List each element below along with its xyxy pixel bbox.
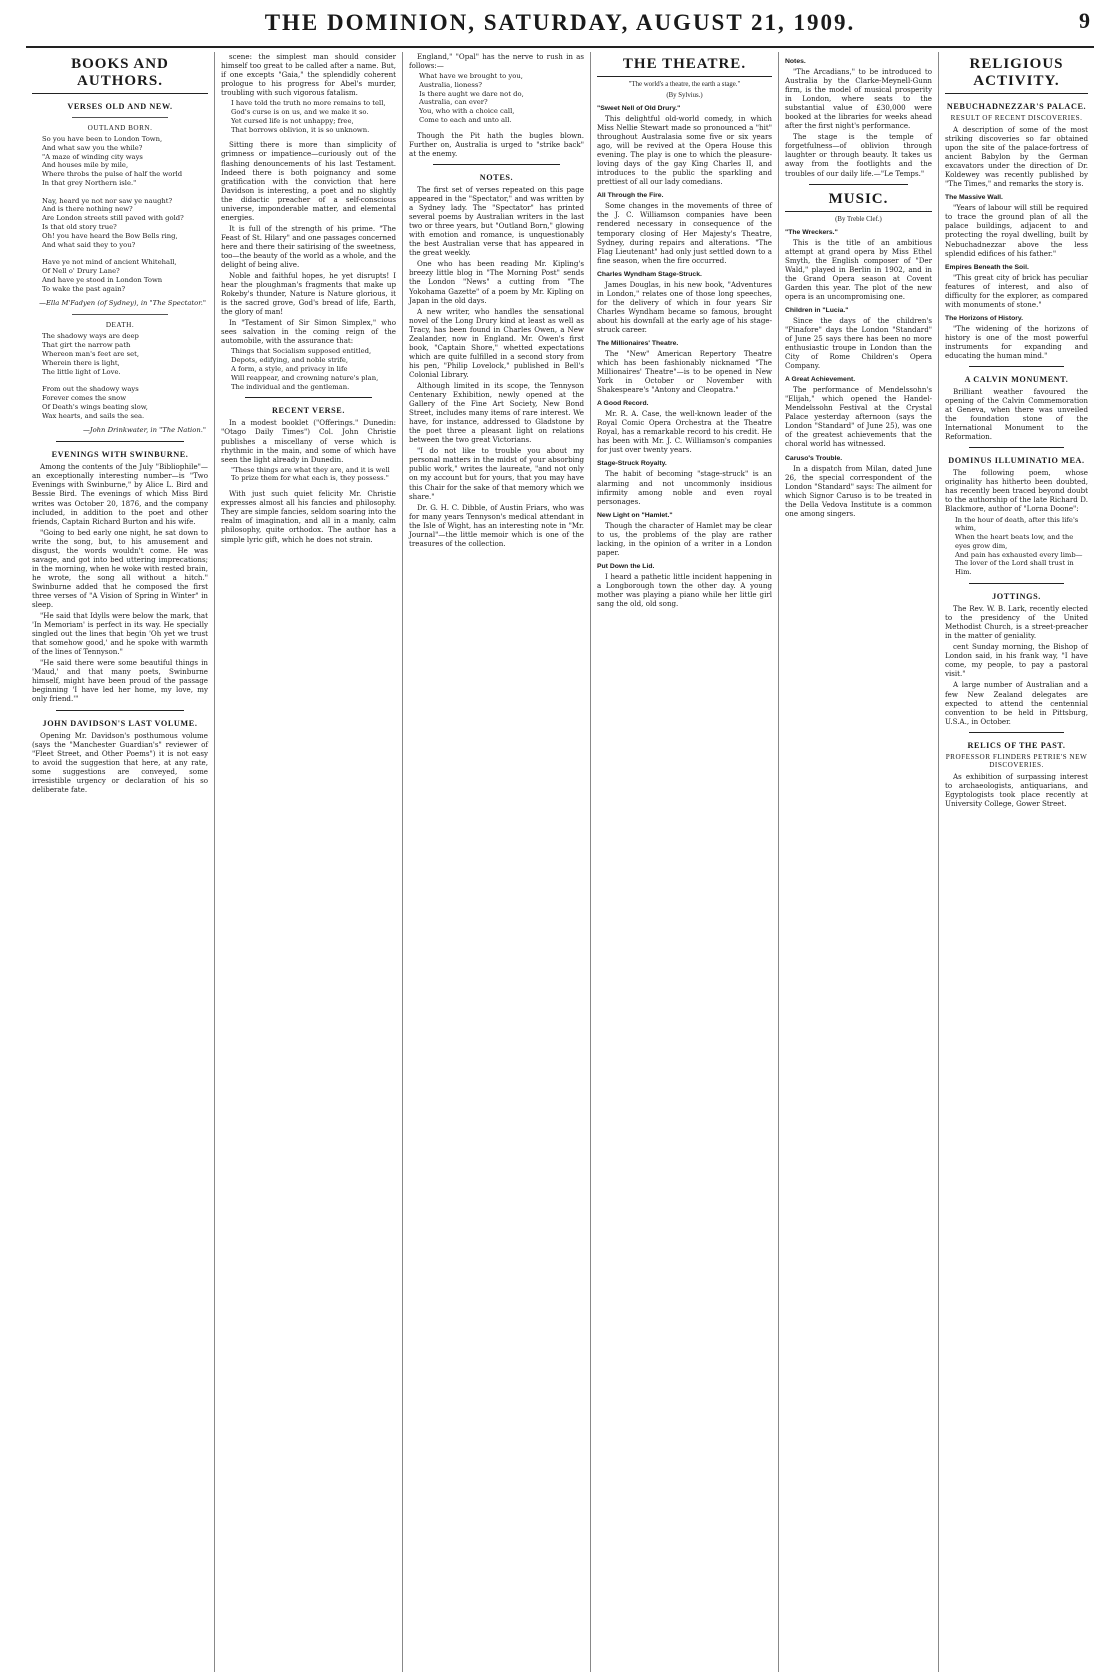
article-title-swinburne: EVENINGS WITH SWINBURNE. bbox=[51, 450, 189, 460]
paragraph: "This great city of brick has peculiar features of interest, and also of difficulty for the explorer, as compared with monuments of stone." bbox=[945, 272, 1088, 309]
subheading: "The Wreckers." bbox=[785, 228, 838, 236]
subheading: The Massive Wall. bbox=[945, 194, 1003, 202]
verse-quote: I have told the truth no more remains to tell, God's curse is on us, and we make it so. Yet cursed life is not unhappy; free, That borrows oblivion, it is so unknown. bbox=[231, 99, 386, 134]
divider bbox=[969, 447, 1064, 448]
paragraph: Though the Pit hath the bugles blown. Further on, Australia is urged to "strike back" at the enemy. bbox=[409, 130, 584, 158]
paragraph: With just such quiet felicity Mr. Christie expresses almost all his fancies and philosophy. They are simple fancies, seldom soaring into the realm of imagination, and all in a manly, calm philosophy, quite orthodox. The author has a simple lyric gift, which he does not strain. bbox=[221, 489, 396, 544]
paragraph: The first set of verses repeated on this page appeared in the "Spectator," and was written by a Sydney lady. The "Spectator" has printed several poems by Australian writers in the last two or three years, but "Outland Born," glowing with emotion and romance, is unquestionably the best Australian verse that has appeared in the great weekly. bbox=[409, 185, 584, 258]
epigraph: "The world's a theatre, the earth a stage." bbox=[628, 81, 741, 88]
article-subtitle: PROFESSOR FLINDERS PETRIE'S NEW DISCOVERIES. bbox=[945, 752, 1088, 769]
paragraph: In a modest booklet ("Offerings." Dunedin: "Otago Daily Times") Col. John Christie publishes a miscellany of verse which is rhythmic in the main, and some of which have seen the light already in Dunedin. bbox=[221, 418, 396, 464]
paragraph: "Going to bed early one night, he sat down to write the song, but, to his amusement and disgust, the words wouldn't come. He was savage, and got into bed uttering imprecations; in the morning, when he woke with rested brain, he wrote, the song all without a hitch." Swinburne added that he composed the first three verses of "A Vision of Spring in Winter" in sleep. bbox=[32, 527, 208, 610]
paragraph: "I do not like to trouble you about my personal matters in the midst of your absorbing public work," writes the laureate, "and not only on my account but for yours, that you may have this Chair for the sake of that memory which we share." bbox=[409, 446, 584, 501]
article-title-recent-verse: RECENT VERSE. bbox=[271, 406, 346, 416]
paragraph: Noble and faithful hopes, he yet disrupts! I hear the ploughman's fragments that make up Rokeby's thunder, Nature is Nature glorious, it is the sacred grove, God's bread of life, Earth, the glory of man! bbox=[221, 271, 396, 317]
article-title-calvin: A CALVIN MONUMENT. bbox=[964, 374, 1069, 384]
paragraph: cent Sunday morning, the Bishop of London said, in his frank way, "I have come, my people, to pay a pastoral visit." bbox=[945, 642, 1088, 679]
section-header-the-theatre: THE THEATRE. bbox=[597, 56, 772, 77]
paragraph: In a dispatch from Milan, dated June 26, the special correspondent of the London "Standard" says: The ailment for which Signor Caruso is to be treated in the Della Vedova Institute is a common one among singers. bbox=[785, 463, 932, 518]
section-header-religious-activity: RELIGIOUS ACTIVITY. bbox=[945, 56, 1088, 94]
paragraph: This delightful old-world comedy, in which Miss Nellie Stewart made so pronounced a "hit" throughout Australasia some five or six years ago, will be revived at the Opera House this evening. The play is one to which the pleasure-loving days of the gay King Charles II, and introduces to the public the sparkling and prettiest of all our lady comedians. bbox=[597, 114, 772, 187]
subheading: Notes. bbox=[785, 58, 806, 65]
column-music bbox=[778, 52, 938, 1672]
paragraph: scene: the simplest man should consider himself too great to be called after a name. But, if one excepts "Gaia," the splendidly coherent prologue to his progress for Abel's murder, troubling with such vigorous fatalism. bbox=[221, 52, 396, 98]
section-header-books-and-authors: BOOKS AND AUTHORS. bbox=[32, 56, 208, 94]
verse-quote: Things that Socialism supposed entitled, Depots, edifying, and noble strife, A form, a style, and privacy in life Will reappear, and crowning nature's plan, The individual and the gentleman. bbox=[231, 347, 379, 391]
subheading: All Through the Fire. bbox=[597, 192, 664, 200]
verse-quote: "These things are what they are, and it is well To prize them for what each is, they possess." bbox=[231, 465, 390, 483]
paragraph: The Rev. W. B. Lark, recently elected to the presidency of the United Methodist Church, is a street-preacher in the matter of geniality. bbox=[945, 604, 1088, 641]
paragraph: Brilliant weather favoured the opening of the Calvin Commemoration at Geneva, when there was unveiled the foundation stone of the International Monument to the Reformation. bbox=[945, 386, 1088, 442]
paragraph: "The Arcadians," to be introduced to Australia by the Clarke-Meynell-Gunn firm, is the model of musical prosperity in London, where seats to the substantial value of £30,000 were booked at the libraries for weeks ahead after the first night's performance. bbox=[785, 67, 932, 131]
divider bbox=[969, 583, 1064, 584]
article-subtitle: RESULT OF RECENT DISCOVERIES. bbox=[950, 114, 1083, 122]
paragraph: James Douglas, in his new book, "Adventures in London," relates one of those long speeches, for the delivery of which in four years Sir Charles Wyndham became so famous, brought about his downfall at the early age of his stage-struck career. bbox=[597, 279, 772, 334]
paragraph: In "Testament of Sir Simon Simplex," who sees salvation in the coming reign of the automobile, with the assurance that: bbox=[221, 318, 396, 346]
article-title-verses: VERSES OLD AND NEW. bbox=[67, 102, 173, 111]
paragraph: The stage is the temple of forgetfulness—of oblivion through laughter or through beauty. It takes us away from the footlights and the troubles of our daily life.—"Le Temps." bbox=[785, 132, 932, 178]
paragraph: A description of some of the most striking discoveries so far obtained upon the site of the palace-fortress of ancient Babylon by the German excavators under the direction of Dr. Koldewey was recently published by "The Times," and remarks the story is. bbox=[945, 125, 1088, 189]
byline: (By Sylvius.) bbox=[666, 92, 703, 99]
divider bbox=[72, 314, 168, 315]
subheading: Stage-Struck Royalty. bbox=[597, 460, 667, 468]
divider bbox=[969, 732, 1064, 733]
paragraph: Although limited in its scope, the Tennyson Centenary Exhibition, newly opened at the Gallery of the Fine Art Society, New Bond Street, includes many items of rare interest. We have, for instance, addressed to Gladstone by the poet three a pleasant light on relations between the two great Victorians. bbox=[409, 381, 584, 445]
column-3 bbox=[402, 52, 590, 1672]
paragraph: Though the character of Hamlet may be clear to us, the problems of the play are rather lacking, in the opinion of a writer in a London paper. bbox=[597, 520, 772, 557]
subheading: "Sweet Nell of Old Drury." bbox=[597, 105, 681, 112]
paragraph: This is the title of an ambitious attempt at grand opera by Miss Ethel Smyth, the English composer of "Der Wald," played in Berlin in 1902, and in the Grand Opera season at Covent Garden this year. The plot of the new opera is an uncompromising one. bbox=[785, 237, 932, 301]
article-title-davidson: JOHN DAVIDSON'S LAST VOLUME. bbox=[42, 718, 198, 728]
verse-quote: What have we brought to you, Australia, lioness? Is there aught we dare not do, Australia, can ever? You, who with a choice call, Come to each and unto all. bbox=[419, 72, 524, 125]
article-title-dominus: DOMINUS ILLUMINATIO MEA. bbox=[948, 456, 1085, 466]
divider bbox=[245, 397, 372, 398]
article-title-palace: NEBUCHADNEZZAR'S PALACE. bbox=[946, 102, 1087, 111]
section-header-music: MUSIC. bbox=[785, 191, 932, 212]
paragraph: A large number of Australian and a few New Zealand delegates are expected to attend the centennial convention to be held in Pittsburg, U.S.A., in October. bbox=[945, 680, 1088, 726]
subheading: A Good Record. bbox=[597, 400, 649, 408]
paragraph: One who has been reading Mr. Kipling's breezy little blog in "The Morning Post" sends the London "News" a cutting from "The Yokohama Gazette" of a poem by Mr. Kipling on Japan in the old days. bbox=[409, 259, 584, 305]
paragraph: The "New" American Repertory Theatre which has been fashionably nicknamed "The Millionaires' Theatre"—is to be opened in New York in October or November with Shakespeare's "Antony and Cleopatra." bbox=[597, 348, 772, 395]
subheading: New Light on "Hamlet." bbox=[597, 511, 673, 519]
page-number: 9 bbox=[1079, 8, 1090, 33]
poem-death: The shadowy ways are deep That girt the narrow path Whereon man's feet are set, Wherein there is light, The little light of Love. From out the shadowy ways Forever comes the snow Of Death's wings beating slow, Wax hearts, and sails the sea. bbox=[42, 332, 148, 420]
verse-quote: In the hour of death, after this life's whim, When the heart beats low, and the eyes grow dim, And pain has exhausted every limb— The lover of the Lord shall trust in Him. bbox=[955, 515, 1083, 577]
poem-outland-born: So you have been to London Town, And what saw you the while? "A maze of winding city ways And houses mile by mile, Where throbs the pulse of half the world In that grey Northern isle." Nay, heard ye not nor saw ye naught? And is there nothing new? Are London streets still paved with gold? Is that old story true? Oh! you have heard the Bow Bells ring, And what said they to you? Have ye not mind of ancient Whitehall, Of Nell o' Drury Lane? And have ye stood in London Town To wake the past again? bbox=[42, 135, 184, 293]
article-title-notes: NOTES. bbox=[479, 173, 514, 183]
subheading: Put Down the Lid. bbox=[597, 562, 655, 570]
paragraph: Since the days of the children's "Pinafore" days the London "Standard" of June 25 says there has been no more enthusiastic troupe in London than the City of Rome Children's Opera Company. bbox=[785, 315, 932, 371]
subheading: Empires Beneath the Soil. bbox=[945, 263, 1029, 271]
paragraph: It is full of the strength of his prime. "The Feast of St. Hilary" and one passages concerned here and there their satirising of the sweetness, too—the beauty of the world as a whole, and the delight of being alive. bbox=[221, 223, 396, 270]
paragraph: "The widening of the horizons of history is one of the most powerful instruments for expanding and educating the human mind." bbox=[945, 323, 1088, 360]
paragraph: I heard a pathetic little incident happening in a Longborough town the other day. A young mother was playing a piano while her little girl sang the old, old song. bbox=[597, 571, 772, 608]
divider bbox=[56, 441, 184, 442]
subheading: The Millionaires' Theatre. bbox=[597, 339, 679, 347]
poem-signature: —John Drinkwater, in "The Nation." bbox=[83, 426, 206, 435]
subheading: A Great Achievement. bbox=[785, 376, 856, 384]
paragraph: Among the contents of the July "Bibliophile"—an exceptionally interesting number—is "Two Evenings with Swinburne," by Alice L. Bird and Bessie Bird. The evenings of which Miss Bird writes was October 20, 1876, and the company included, in addition to the poet and other friends, Captain Richard Burton and his wife. bbox=[32, 462, 208, 526]
divider bbox=[56, 710, 184, 711]
paragraph: The performance of Mendelssohn's "Elijah," which opened the Handel-Mendelssohn Festival at the Crystal Palace yesterday afternoon (says the London "Standard" of June 25), was one of the greatest achievements that the choral world has witnessed. bbox=[785, 385, 932, 449]
paragraph: England," "Opal" has the nerve to rush in as follows:— bbox=[409, 52, 584, 71]
paragraph: "He said there were some beautiful things in 'Maud,' and that many poets, Swinburne himself, might have been proud of the passage beginning 'I have led her home, my love, my only friend.'" bbox=[32, 658, 208, 704]
column-religious-activity bbox=[938, 52, 1094, 1672]
divider bbox=[433, 164, 560, 165]
subheading: The Horizons of History. bbox=[945, 314, 1024, 322]
poem-signature: —Ella M'Fadyen (of Sydney), in "The Spectator." bbox=[39, 299, 206, 308]
article-title-relics: RELICS OF THE PAST. bbox=[967, 740, 1066, 750]
divider bbox=[969, 366, 1064, 367]
paragraph: As exhibition of surpassing interest to archaeologists, antiquarians, and Egyptologists took place recently at University College, Gower Street. bbox=[945, 771, 1088, 808]
paragraph: Mr. R. A. Case, the well-known leader of the Royal Comic Opera Orchestra at the Theatre Royal, has a remarkable record to his credit. He has been with Mr. J. C. Williamson's companies for just over twenty years. bbox=[597, 409, 772, 455]
paragraph: "Years of labour will still be required to trace the ground plan of all the palace buildings, adjacent to and protecting the royal dwelling, built by Nebuchadnezzar above the less splendid edifices of his father." bbox=[945, 203, 1088, 258]
masthead-title: THE DOMINION, SATURDAY, AUGUST 21, 1909. bbox=[264, 10, 856, 35]
subheading: Children in "Lucia." bbox=[785, 306, 849, 314]
paragraph: "He said that Idylls were below the mark, that 'In Memoriam' is perfect in its way. He specially singled out the lines that begin 'Oh yet we trust that somehow good,' and he spoke with warmth of the lines of Tennyson." bbox=[32, 611, 208, 657]
paragraph: A new writer, who handles the sensational novel of the Long Drury kind at least as well as Tracy, has been found in Charles Owen, a New Zealander, now in England. Mr. Owen's first book, "Captain Shore," whetted expectations which are quite fulfilled in a second story from his pen, "Philip Lovelock," published in Bell's Colonial Library. bbox=[409, 306, 584, 379]
subheading: Charles Wyndham Stage-Struck. bbox=[597, 270, 702, 278]
paragraph: Opening Mr. Davidson's posthumous volume (says the "Manchester Guardian's" reviewer of "Fleet Street, and Other Poems") it is not easy to avoid the suggestion that here, at any rate, some suggestions are conveyed, some irresistible urgency or declaration of his so deliberate fate. bbox=[32, 730, 208, 794]
subheading: Caruso's Trouble. bbox=[785, 454, 843, 462]
byline: (By Treble Clef.) bbox=[835, 215, 882, 223]
paragraph: Dr. G. H. C. Dibble, of Austin Friars, who was for many years Tennyson's medical attendant in the Isle of Wight, has an interesting note in "Mr. Journal"—the little memoir which is one of the treasures of the collection. bbox=[409, 502, 584, 548]
poem-title-death: DEATH. bbox=[105, 321, 135, 330]
poem-title-outland-born: OUTLAND BORN. bbox=[87, 124, 153, 132]
paragraph: The habit of becoming "stage-struck" is an alarming and not uncommonly insidious infirmity among noble and even royal personages. bbox=[597, 469, 772, 506]
column-the-theatre bbox=[590, 52, 778, 1672]
article-title-jottings: JOTTINGS. bbox=[992, 592, 1041, 602]
divider bbox=[72, 117, 168, 118]
divider bbox=[809, 184, 908, 185]
paragraph: Some changes in the movements of three of the J. C. Williamson companies have been rendered necessary in consequence of the temporary closing of Her Majesty's Theatre, Sydney, during repairs and alterations. "The Flag Lieutenant" had only just settled down to a fine season, when the fire occurred. bbox=[597, 201, 772, 265]
paragraph: Sitting there is more than simplicity of grimness or impatience—curiously out of the flashing denouncements of his last Testament. Indeed there is both poignancy and some gratification with the conviction that here Davidson is interesting, a poet and no slightly the didactic preacher of a self-conscious universe, imponderable matter, and elemental energies. bbox=[221, 140, 396, 222]
masthead bbox=[26, 6, 1094, 48]
paragraph: The following poem, whose originality has hitherto been doubted, has recently been traced beyond doubt to the authorship of the late Richard D. Blackmore, author of "Lorna Doone": bbox=[945, 468, 1088, 514]
column-books-and-authors bbox=[26, 52, 214, 1672]
column-2 bbox=[214, 52, 402, 1672]
